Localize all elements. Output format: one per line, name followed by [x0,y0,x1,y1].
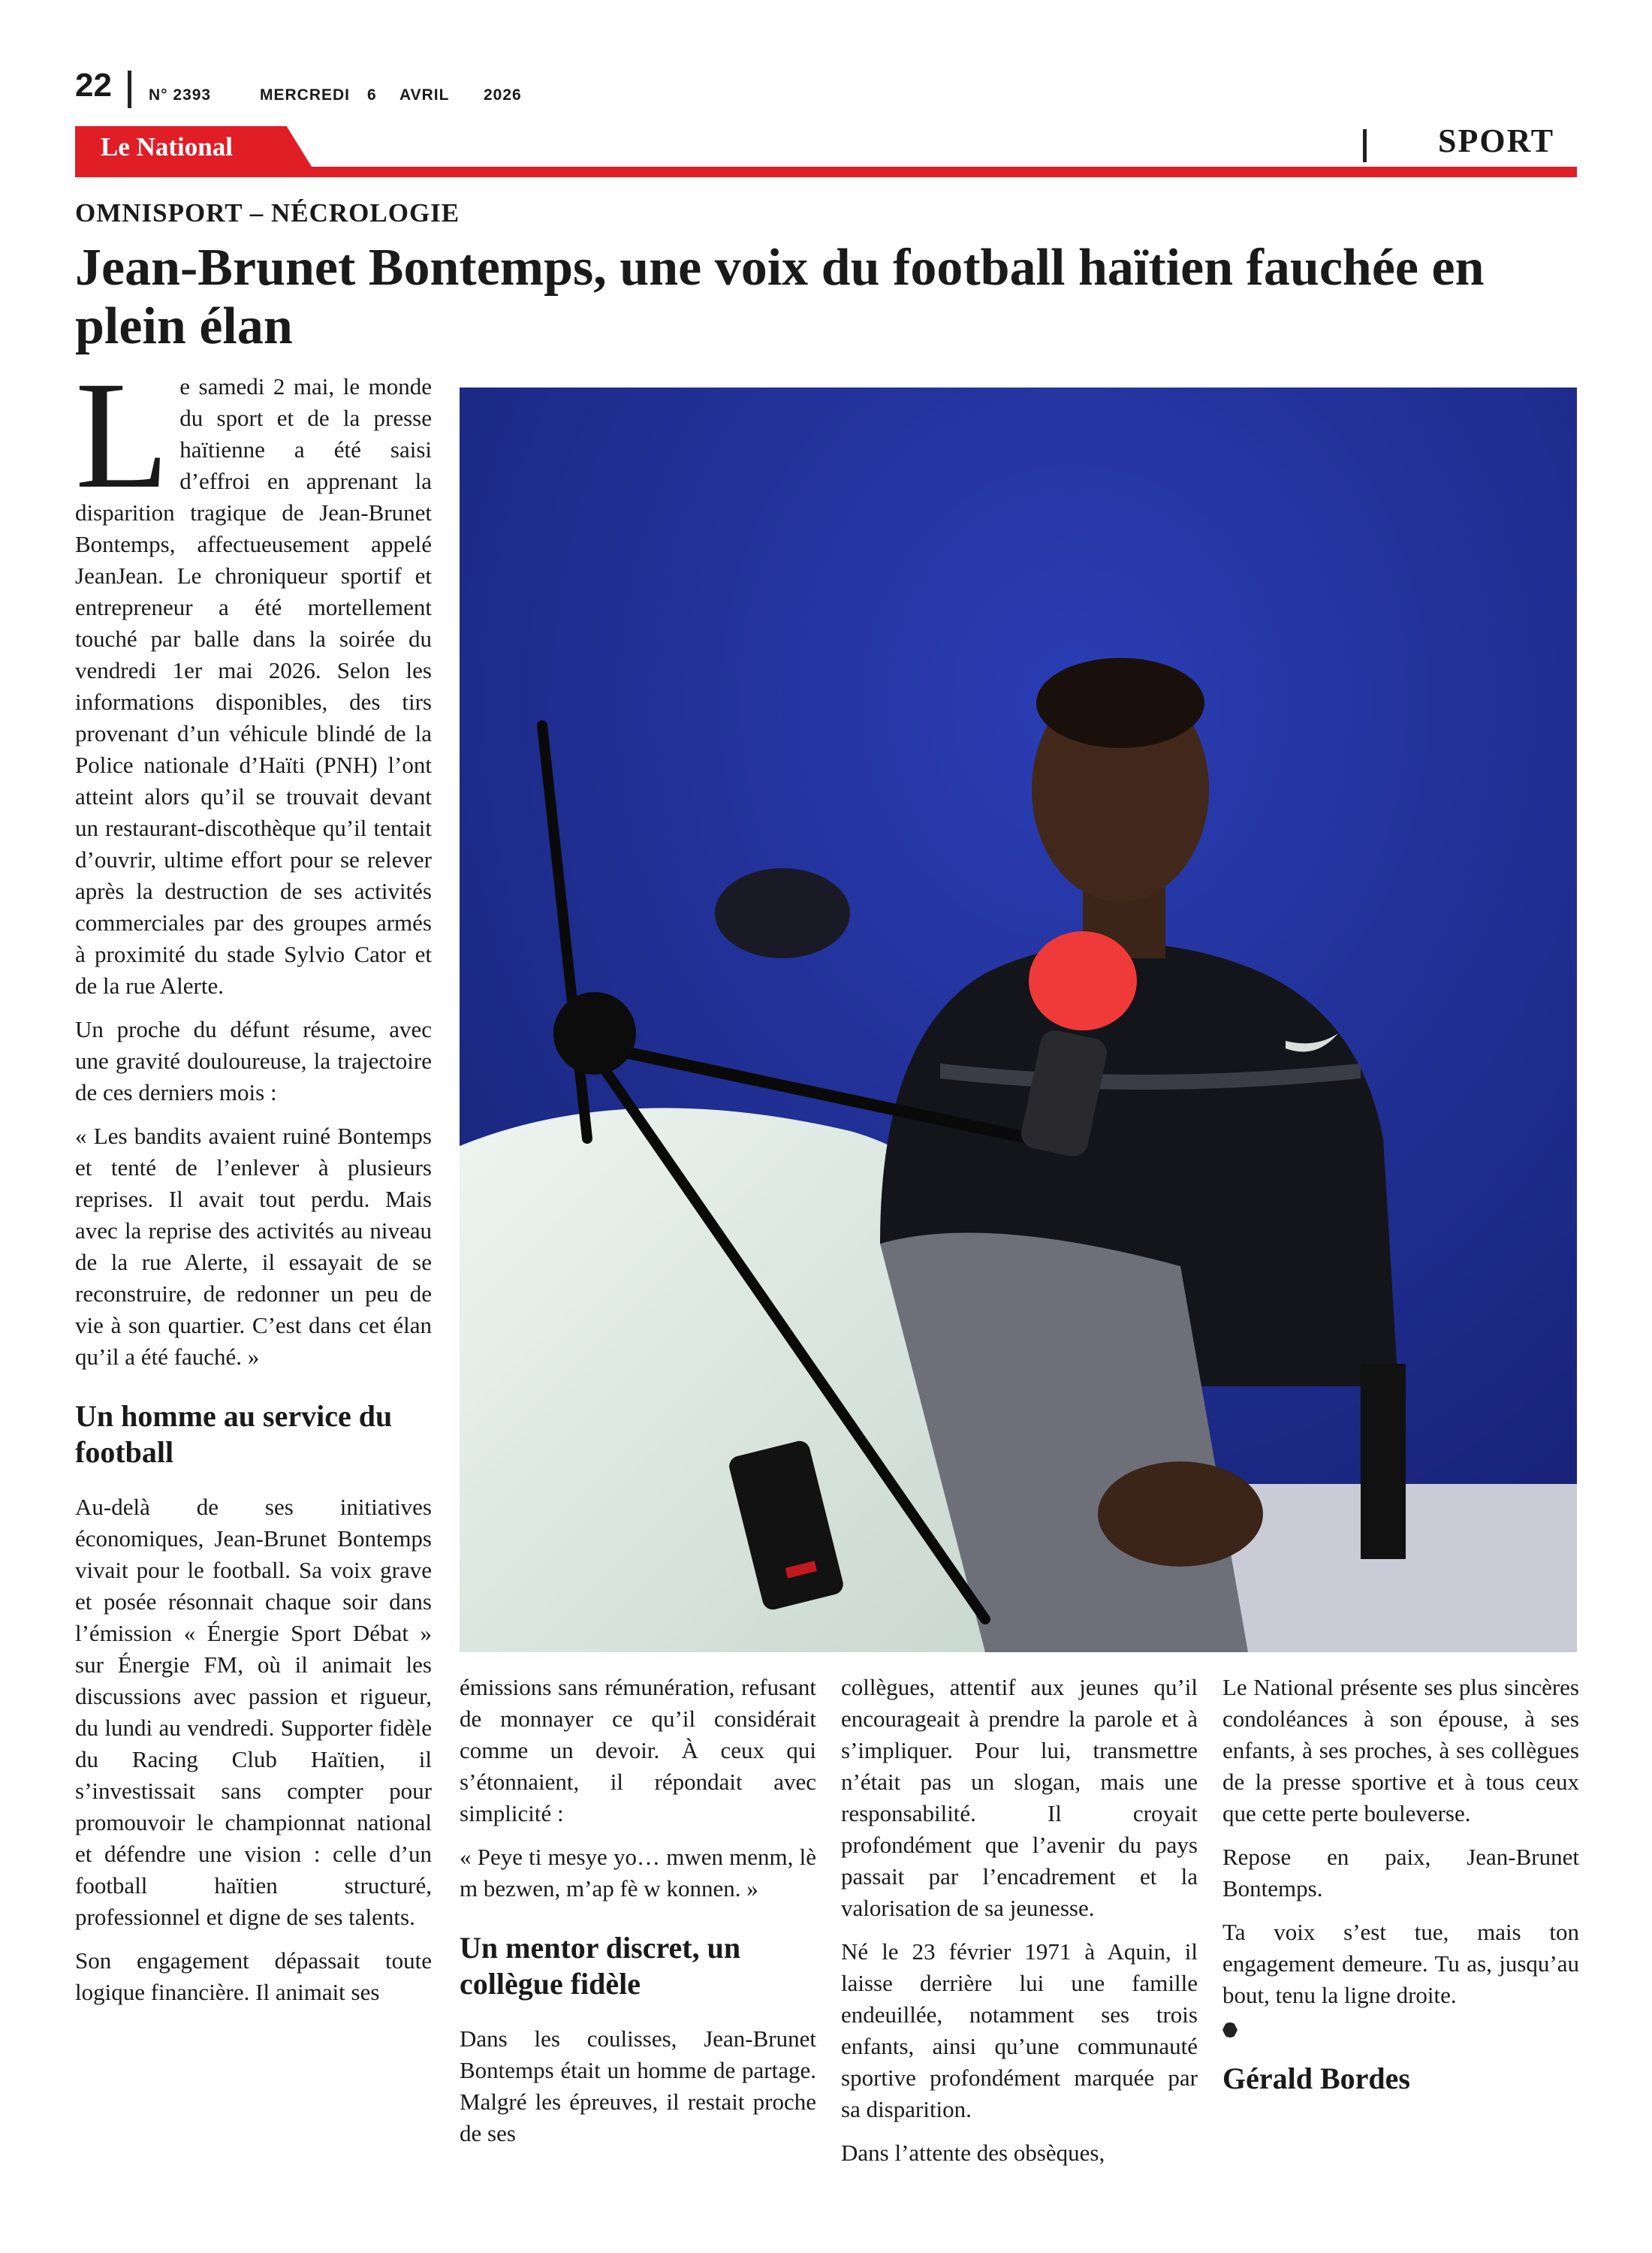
paragraph: collègues, attentif aux jeunes qu’il encourageait à prendre la parole et à s’impliquer. Pour lui, transmettre n’était pas un slogan, mais une responsabilité. Il croyait profondément que l’avenir du pays passait par l’encadrement et la valorisation de sa jeunesse. [841,1674,1198,1921]
brand-name: Le National [101,132,233,161]
article-photo [460,388,1577,1652]
issue-number: N° 2393 [149,86,212,104]
paragraph: Né le 23 février 1971 à Aquin, il laisse derrière lui une famille endeuillée, notamment ses trois enfants, ainsi qu’une communauté sportive profondément marquée par sa disparition. [841,1938,1198,2122]
author-signature: Gérald Bordes [1222,2061,1410,2095]
paragraph: Un proche du défunt résume, avec une gravité douloureuse, la trajectoire de ces derniers mois : [75,1016,432,1105]
header-rule [75,167,1577,177]
kicker: OMNISPORT – NÉCROLOGIE [75,198,460,228]
paragraph-lead [75,350,432,1002]
column-1 [75,350,432,2020]
paragraph: Dans les coulisses, Jean-Brunet Bontemps était un homme de partage. Malgré les épreuves, il restait proche de ses [460,2025,816,2146]
headline: Jean-Brunet Bontemps, une voix du football haïtien fauchée en plein élan [75,239,1485,355]
weekday: MERCREDI [260,86,351,104]
paragraph: Dans l’attente des obsèques, [841,2140,1105,2166]
paragraph: Ta voix s’est tue, mais ton engagement demeure. Tu as, jusqu’au bout, tenu la ligne droite. [1222,1919,1579,2008]
paragraph: émissions sans rémunération, refusant de monnayer ce qu’il considérait comme un devoir. À ceux qui s’étonnaient, il répondait avec simplicité : [460,1674,816,1826]
paragraph-continued: Son engagement dépassait toute logique financière. Il animait ses [75,1947,432,2005]
subheading: Un mentor discret, un collègue fidèle [460,1931,741,2001]
paragraph: Le National présente ses plus sincères condoléances à son épouse, à ses enfants, à ses proches, à ses collègues de la presse sportive et à tous ceux que cette perte bouleverse. [1222,1674,1579,1826]
header-divider [128,71,131,108]
quote-paragraph: « Les bandits avaient ruiné Bontemps et tenté de l’enlever à plusieurs reprises. Il avait tout perdu. Mais avec la reprise des activités au niveau de la rue Alerte, il essayait de se reconstruire, de redonner un peu de vie à son quartier. C’est dans cet élan qu’il a été fauché. » [75,1123,432,1370]
paragraph: Au-delà de ses initiatives économiques, Jean-Brunet Bontemps vivait pour le football. Sa voix grave et posée résonnait chaque soir dans l’émission « Énergie Sport Débat » sur Énergie FM, où il animait les discussions avec passion et rigueur, du lundi au vendredi. Supporter fidèle du Racing Club Haïtien, il s’investissait sans compter pour promouvoir le championnat national et défendre une vision : celle d’un football haïtien structuré, professionnel et digne de ses talents. [75,1494,432,1930]
drop-cap: L [75,350,170,520]
page-number: 22 [75,67,112,104]
paragraph: Repose en paix, Jean-Brunet Bontemps. [1222,1844,1579,1902]
section-label: SPORT [1438,122,1555,159]
subheading: Un homme au service du football [75,1399,393,1469]
quote-paragraph: « Peye ti mesye yo… mwen menm, lè m bezwen, m’ap fè w konnen. » [460,1844,816,1902]
lead-text: e samedi 2 mai, le monde du sport et de la presse haïtienne a été saisi d’effroi en apprenant la disparition tragique de Jean-Brunet Bontemps, affectueusement appelé JeanJean. Le chroniqueur sportif et entrepreneur a été mortellement touché par balle dans la soirée du vendredi 1er mai 2026. Selon les informations disponibles, des tirs provenant d’un véhicule blindé de la Police nationale d’Haïti (PNH) l’ont atteint alors qu’il se trouvait devant un restaurant-discothèque qu’il tentait d’ouvrir, ultime effort pour se relever après la destruction de ses activités commerciales par des groupes armés à proximité du stade Sylvio Cator et de la rue Alerte. [75,373,432,999]
year: 2026 [484,86,522,104]
day: 6 [367,86,377,104]
month: AVRIL [399,86,450,104]
end-mark-icon [1222,2022,1237,2037]
column-3 [841,1672,1198,2181]
column-2 [460,1672,816,2161]
column-4 [1222,1672,1579,2097]
section-divider [1363,129,1367,162]
